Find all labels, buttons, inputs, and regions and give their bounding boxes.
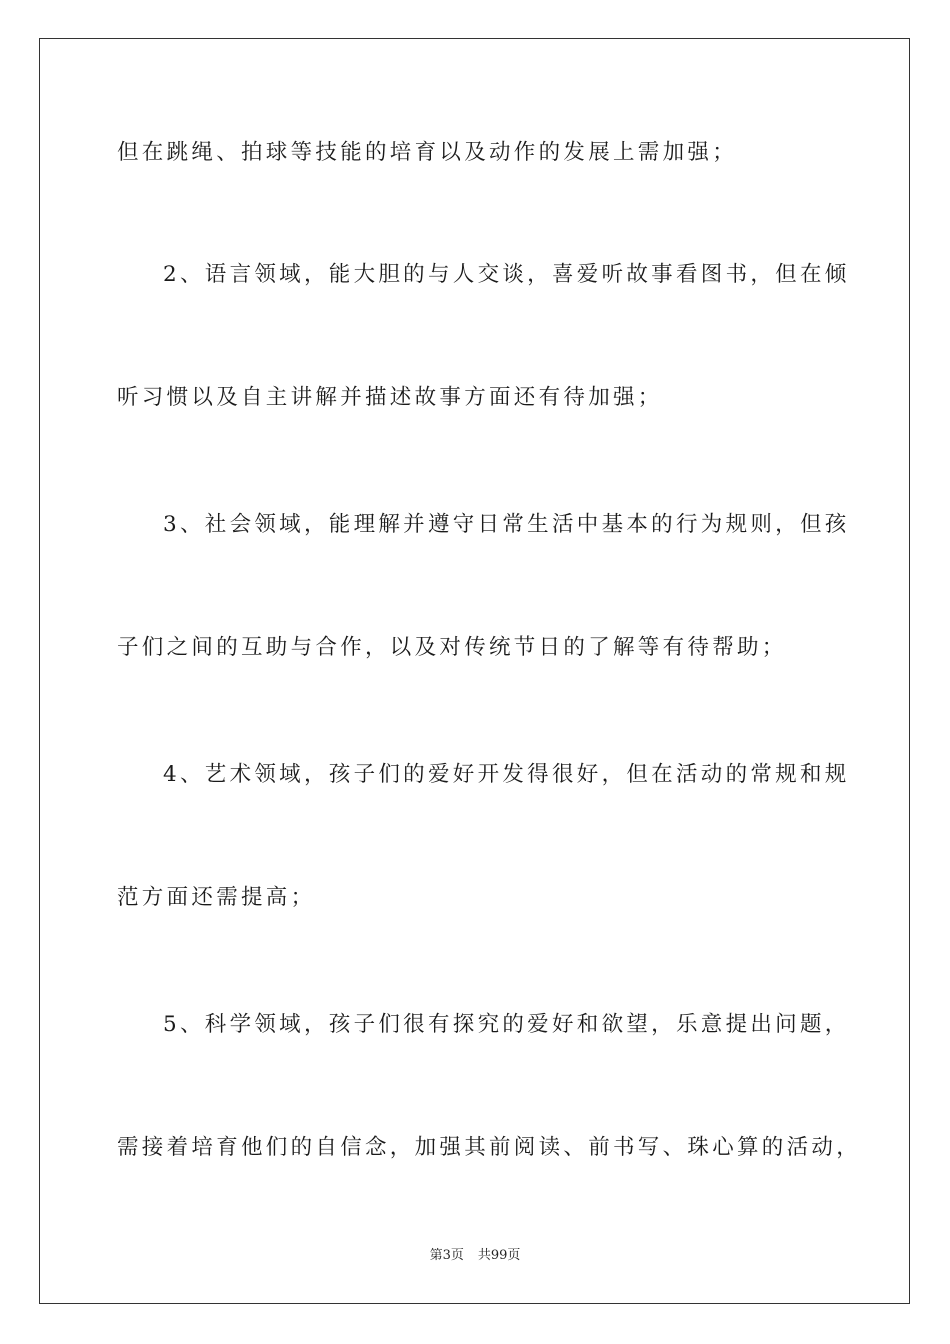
body-text-line-4: 3、社会领域，能理解并遵守日常生活中基本的行为规则，但孩: [163, 512, 850, 537]
page-number-total: 共99页: [477, 1248, 521, 1263]
body-text-line-3: 听习惯以及自主讲解并描述故事方面还有待加强；: [117, 385, 663, 410]
page-number-current: 第3页: [429, 1248, 464, 1263]
body-text-line-9: 需接着培育他们的自信念，加强其前阅读、前书写、珠心算的活动，: [117, 1135, 862, 1160]
body-text-line-7: 范方面还需提高；: [117, 885, 316, 910]
page-footer: [0, 1246, 950, 1266]
body-text-line-1: 但在跳绳、拍球等技能的培育以及动作的发展上需加强；: [117, 140, 738, 165]
page-border: [39, 38, 910, 1304]
body-text-line-8: 5、科学领域，孩子们很有探究的爱好和欲望，乐意提出问题，: [163, 1012, 850, 1037]
body-text-line-5: 子们之间的互助与合作，以及对传统节日的了解等有待帮助；: [117, 635, 787, 660]
body-text-line-2: 2、语言领域，能大胆的与人交谈，喜爱听故事看图书，但在倾: [163, 262, 850, 287]
body-text-line-6: 4、艺术领域，孩子们的爱好开发得很好，但在活动的常规和规: [163, 762, 850, 787]
